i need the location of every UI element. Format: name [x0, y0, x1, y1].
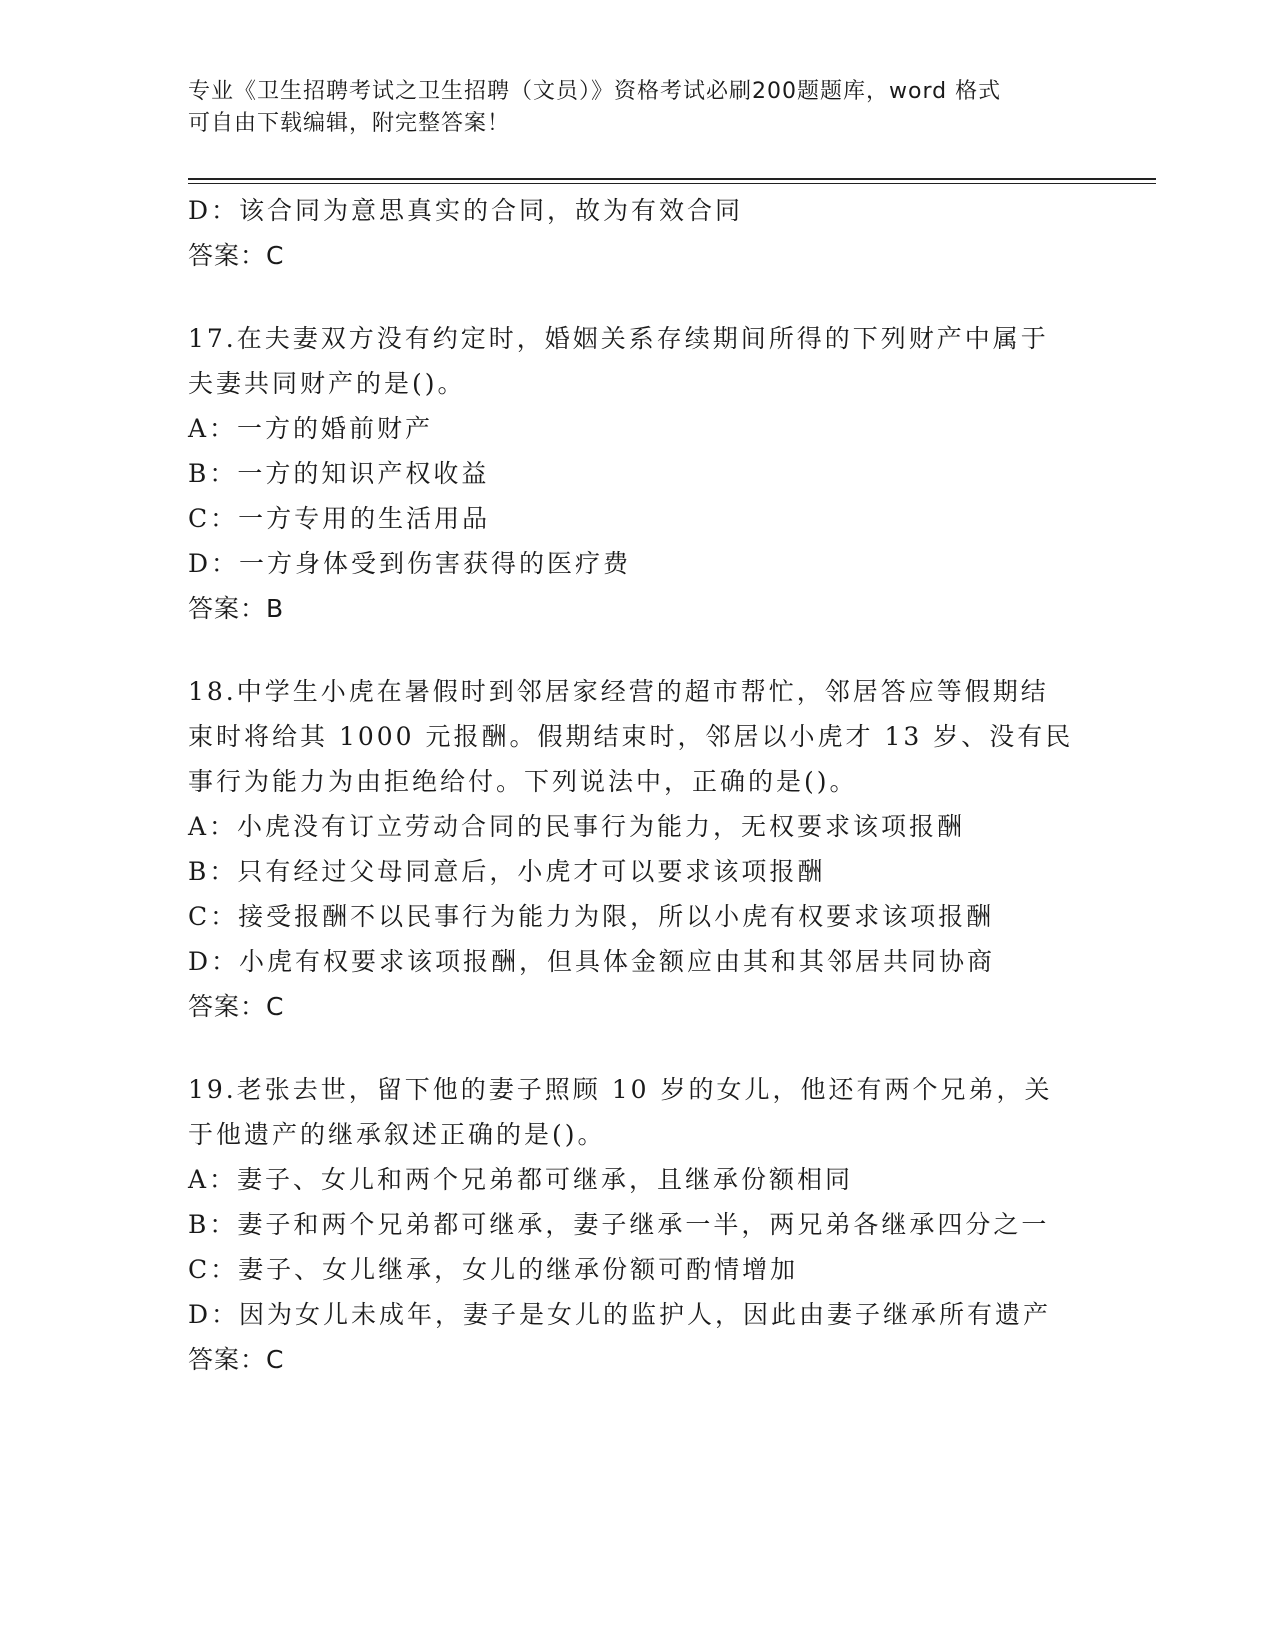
option-c: C：一方专用的生活用品 [188, 504, 491, 533]
option-a: A：一方的婚前财产 [188, 414, 434, 443]
answer: 答案：B [188, 594, 285, 623]
prev-question-option-d: D：该合同为意思真实的合同，故为有效合同 [188, 196, 744, 225]
header-title-line-1: 专业《卫生招聘考试之卫生招聘（文员）》资格考试必刷200题题库，word 格式 [188, 79, 1002, 104]
option-c: C：接受报酬不以民事行为能力为限，所以小虎有权要求该项报酬 [188, 902, 995, 931]
question-stem-line: 束时将给其 1000 元报酬。假期结束时，邻居以小虎才 13 岁、没有民 [188, 722, 1074, 751]
answer: 答案：C [188, 1345, 285, 1374]
page-header [188, 76, 1088, 140]
question-17 [188, 316, 1088, 631]
option-a: A：小虎没有订立劳动合同的民事行为能力，无权要求该项报酬 [188, 812, 966, 841]
header-title-line-2: 可自由下载编辑，附完整答案！ [188, 111, 511, 136]
question-stem-line: 18.中学生小虎在暑假时到邻居家经营的超市帮忙，邻居答应等假期结 [188, 677, 1049, 706]
answer: 答案：C [188, 992, 285, 1021]
question-stem-line: 19.老张去世，留下他的妻子照顾 10 岁的女儿，他还有两个兄弟，关 [188, 1075, 1053, 1104]
question-18 [188, 669, 1088, 1029]
prev-question-answer: 答案：C [188, 241, 285, 270]
question-stem-line: 事行为能力为由拒绝给付。下列说法中，正确的是()。 [188, 767, 858, 796]
option-d: D：因为女儿未成年，妻子是女儿的监护人，因此由妻子继承所有遗产 [188, 1300, 1052, 1329]
header-divider [188, 178, 1156, 184]
question-stem-line: 17.在夫妻双方没有约定时，婚姻关系存续期间所得的下列财产中属于 [188, 324, 1049, 353]
option-b: B：妻子和两个兄弟都可继承，妻子继承一半，两兄弟各继承四分之一 [188, 1210, 1050, 1239]
option-d: D：一方身体受到伤害获得的医疗费 [188, 549, 632, 578]
question-stem-line: 夫妻共同财产的是()。 [188, 369, 466, 398]
option-b: B：只有经过父母同意后，小虎才可以要求该项报酬 [188, 857, 826, 886]
option-a: A：妻子、女儿和两个兄弟都可继承，且继承份额相同 [188, 1165, 854, 1194]
question-19 [188, 1067, 1088, 1382]
option-b: B：一方的知识产权收益 [188, 459, 490, 488]
question-stem-line: 于他遗产的继承叙述正确的是()。 [188, 1120, 606, 1149]
option-d: D：小虎有权要求该项报酬，但具体金额应由其和其邻居共同协商 [188, 947, 996, 976]
question-list [188, 188, 1088, 1382]
option-c: C：妻子、女儿继承，女儿的继承份额可酌情增加 [188, 1255, 799, 1284]
